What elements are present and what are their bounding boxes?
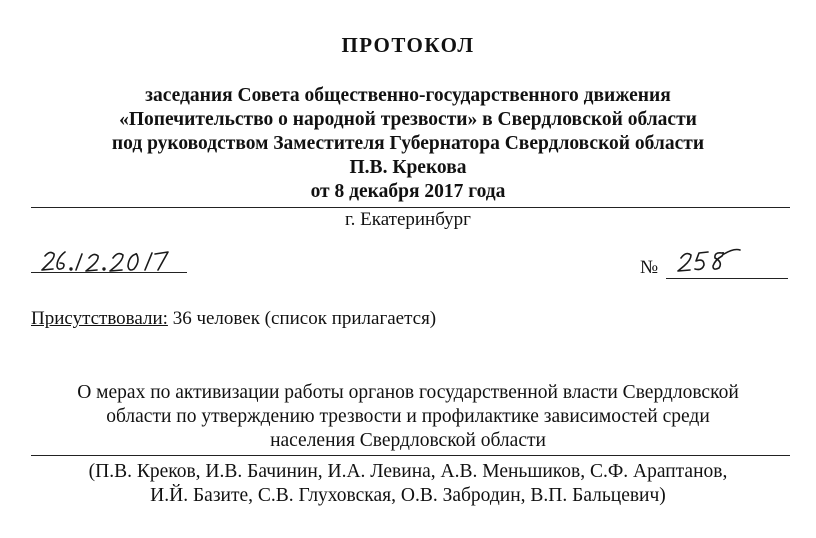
- registration-number-field: [640, 240, 792, 280]
- speakers-line-1: (П.В. Креков, И.В. Бачинин, И.А. Левина, А.В. Меньшиков, С.Ф. Араптанов,: [88, 461, 728, 482]
- meeting-date: от 8 декабря 2017 года: [310, 181, 506, 202]
- topic-divider: [31, 455, 790, 456]
- handwritten-date-signature: [31, 240, 191, 274]
- document-title: ПРОТОКОЛ: [341, 33, 475, 57]
- agenda-topic-line-3: населения Свердловской области: [270, 430, 546, 451]
- heading-line-4: П.В. Крекова: [349, 157, 467, 178]
- handwritten-number-signature: [676, 240, 756, 274]
- agenda-topic-line-1: О мерах по активизации работы органов государственной власти Свердловской: [77, 382, 739, 403]
- heading-line-3: под руководством Заместителя Губернатора Свердловской области: [111, 133, 705, 154]
- header-divider: [31, 207, 790, 208]
- number-sign: №: [640, 257, 659, 278]
- city-name: г. Екатеринбург: [345, 209, 471, 230]
- registration-date-field: [31, 240, 191, 280]
- number-underline: [666, 278, 788, 279]
- agenda-topic-line-2: области по утверждению трезвости и профилактике зависимостей среди: [106, 406, 710, 427]
- heading-line-1: заседания Совета общественно-государственного движения: [145, 85, 671, 106]
- attendance-label: Присутствовали:: [31, 308, 168, 329]
- attendance-value: 36 человек (список прилагается): [167, 308, 437, 329]
- date-underline: [31, 272, 187, 273]
- speakers-line-2: И.Й. Базите, С.В. Глуховская, О.В. Забродин, В.П. Бальцевич): [150, 485, 666, 506]
- heading-line-2: «Попечительство о народной трезвости» в Свердловской области: [119, 109, 697, 130]
- attendance-line: [31, 308, 436, 330]
